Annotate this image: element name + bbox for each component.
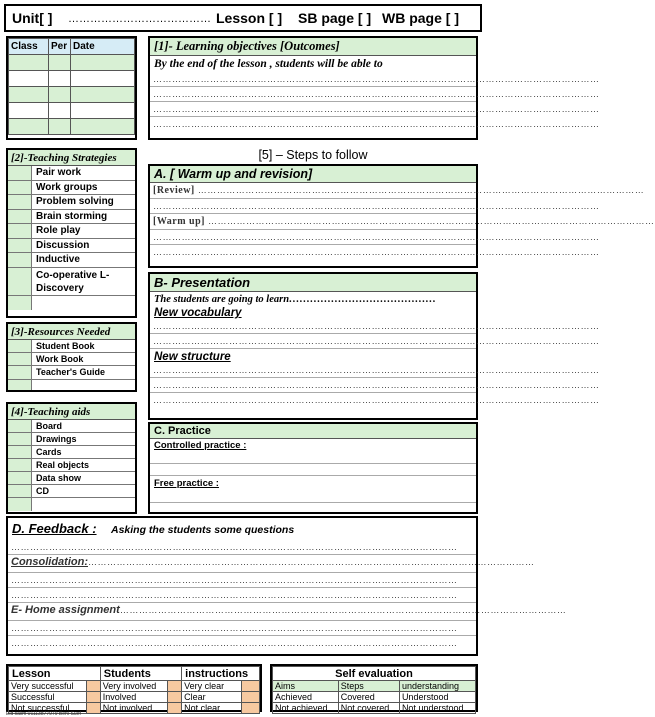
self-eval-cell: Achieved xyxy=(273,692,339,703)
strategy-checkbox[interactable] xyxy=(8,210,32,224)
strategy-checkbox[interactable] xyxy=(8,224,32,238)
strategy-row xyxy=(8,210,135,225)
class-cell[interactable] xyxy=(9,87,49,103)
date-cell[interactable] xyxy=(71,71,135,87)
per-cell[interactable] xyxy=(49,87,71,103)
evaluation-box xyxy=(6,664,262,712)
eval-cell: Not successful xyxy=(9,703,87,714)
home-assignment-line[interactable]: E- Home assignment…………………………………………………………………………………………………………………………… xyxy=(8,603,476,621)
wb-page-label: WB page [ ] xyxy=(382,10,459,26)
aid-label: Real objects xyxy=(36,460,90,470)
strategy-row xyxy=(8,224,135,239)
objectives-title: [1]- Learning objectives [Outcomes] xyxy=(150,38,476,56)
free-practice-label: Free practice : xyxy=(154,478,219,489)
eval-check[interactable] xyxy=(242,703,260,714)
self-eval-cell: Not understood xyxy=(399,703,475,714)
consolidation-line[interactable]: Consolidation:…………………………………………………………………………………………………………………………… xyxy=(8,555,476,573)
warmup-label: [Warm up] xyxy=(153,216,205,227)
aid-row xyxy=(8,420,135,433)
resource-checkbox[interactable] xyxy=(8,353,32,365)
home-assignment-label: E- Home assignment xyxy=(11,604,120,616)
aid-row xyxy=(8,446,135,459)
strategies-box xyxy=(6,148,137,318)
strategy-checkbox[interactable] xyxy=(8,166,32,180)
strategy-row xyxy=(8,253,135,268)
dotted-line[interactable]: …………………………………………………………………………………………………………………………… xyxy=(8,540,476,555)
steps-heading: [5] – Steps to follow xyxy=(258,148,368,162)
aid-row xyxy=(8,459,135,472)
aid-checkbox[interactable] xyxy=(8,498,32,511)
presentation-intro: The students are going to learn…………………………………… xyxy=(154,294,437,305)
eval-cell: Very clear xyxy=(182,681,242,692)
dotted-line[interactable]: …………………………………………………………………………………………………………………………… xyxy=(150,72,476,87)
strategy-row xyxy=(8,296,135,311)
aid-checkbox[interactable] xyxy=(8,446,32,458)
aid-checkbox[interactable] xyxy=(8,433,32,445)
dotted-line[interactable]: …………………………………………………………………………………………………………………………… xyxy=(8,588,476,603)
lesson-label: Lesson [ ] xyxy=(216,10,283,26)
eval-check[interactable] xyxy=(86,681,100,692)
unit-label: Unit[ ] xyxy=(12,10,53,26)
resource-label: Teacher's Guide xyxy=(36,367,105,377)
aid-label: Cards xyxy=(36,447,62,457)
eval-cell: Very involved xyxy=(100,681,167,692)
aids-box xyxy=(6,402,137,514)
self-eval-cell: Not achieved xyxy=(273,703,339,714)
lesson-header: Lesson xyxy=(9,667,101,681)
presentation-box xyxy=(148,272,600,420)
strategy-label: Discovery xyxy=(36,282,84,294)
dotted-line[interactable]: …………………………………………………………………………………………………………………………… xyxy=(150,230,476,245)
class-cell[interactable] xyxy=(9,55,49,71)
warmup-title: A. [ Warm up and revision] xyxy=(150,166,476,183)
self-evaluation-box xyxy=(270,664,478,712)
aid-checkbox[interactable] xyxy=(8,472,32,484)
feedback-box xyxy=(6,516,567,656)
strategy-label: Pair work xyxy=(36,167,82,178)
review-line[interactable]: [Review] …………………………………………………………………………………………………………………………… xyxy=(150,183,476,199)
per-cell[interactable] xyxy=(49,119,71,135)
footer-credit: Eid salim 01113877979 Beni-Suef xyxy=(6,711,81,717)
warmup-box xyxy=(148,164,655,268)
strategy-label: Work groups xyxy=(36,181,98,193)
aid-label: Drawings xyxy=(36,434,77,444)
strategy-checkbox[interactable] xyxy=(8,239,32,253)
strategy-label: Problem solving xyxy=(36,196,114,207)
eval-cell: Successful xyxy=(9,692,87,703)
header-dots: ………………………………… xyxy=(68,13,211,25)
self-eval-cell: Not covered xyxy=(338,703,399,714)
resource-row xyxy=(8,380,135,390)
new-vocabulary-label: New vocabulary xyxy=(154,307,242,319)
resource-label: Work Book xyxy=(36,354,84,364)
per-header: Per xyxy=(49,39,71,55)
dotted-line[interactable]: …………………………………………………………………………………………………………………………… xyxy=(150,102,476,117)
date-cell[interactable] xyxy=(71,87,135,103)
practice-box xyxy=(148,422,478,514)
date-header: Date xyxy=(71,39,135,55)
strategy-checkbox[interactable] xyxy=(8,296,32,311)
strategy-label: Co-operative L- xyxy=(36,269,110,281)
strategy-label: Discussion xyxy=(36,239,90,251)
aids-title: [4]-Teaching aids xyxy=(8,404,135,420)
class-table-box xyxy=(6,36,137,140)
aid-checkbox[interactable] xyxy=(8,459,32,471)
sb-page-label: SB page [ ] xyxy=(298,10,372,26)
per-cell[interactable] xyxy=(49,55,71,71)
class-cell[interactable] xyxy=(9,103,49,119)
aid-checkbox[interactable] xyxy=(8,485,32,497)
warmup-line[interactable]: [Warm up] …………………………………………………………………………………………………………………………… xyxy=(150,214,476,230)
strategy-row xyxy=(8,268,135,296)
strategy-row xyxy=(8,239,135,254)
resource-row xyxy=(8,353,135,366)
aid-label: CD xyxy=(36,486,49,496)
objectives-intro: By the end of the lesson , students will be able to xyxy=(154,58,383,70)
resource-checkbox[interactable] xyxy=(8,340,32,352)
self-evaluation-title: Self evaluation xyxy=(273,667,476,681)
evaluation-table xyxy=(8,666,260,714)
date-cell[interactable] xyxy=(71,55,135,71)
eval-check[interactable] xyxy=(86,703,100,714)
dotted-line[interactable]: …………………………………………………………………………………………………………………………… xyxy=(8,573,476,588)
feedback-header xyxy=(8,518,476,540)
strategy-checkbox[interactable] xyxy=(8,195,32,209)
strategy-row xyxy=(8,181,135,196)
self-eval-header: understanding xyxy=(399,681,475,692)
review-label: [Review] xyxy=(153,185,195,196)
aid-row xyxy=(8,433,135,446)
dotted-line[interactable]: …………………………………………………………………………………………………………………………… xyxy=(8,621,476,636)
self-eval-header: Aims xyxy=(273,681,339,692)
strategy-label: Inductive xyxy=(36,254,80,265)
feedback-title: D. Feedback : xyxy=(12,521,97,536)
class-table xyxy=(8,38,135,135)
aid-label: Data show xyxy=(36,473,82,483)
strategy-row xyxy=(8,195,135,210)
class-cell[interactable] xyxy=(9,119,49,135)
strategy-label: Role play xyxy=(36,225,81,236)
dotted-line[interactable]: …………………………………………………………………………………………………………………………… xyxy=(150,378,476,393)
eval-check[interactable] xyxy=(242,681,260,692)
strategy-checkbox[interactable] xyxy=(8,268,32,295)
aid-row xyxy=(8,472,135,485)
per-cell[interactable] xyxy=(49,103,71,119)
self-eval-header: Steps xyxy=(338,681,399,692)
strategy-checkbox[interactable] xyxy=(8,253,32,267)
strategy-row xyxy=(8,166,135,181)
eval-cell: Not involved xyxy=(100,703,167,714)
dotted-line[interactable] xyxy=(150,464,476,476)
dotted-line[interactable]: …………………………………………………………………………………………………………………………… xyxy=(150,334,476,349)
new-structure-label: New structure xyxy=(154,351,231,363)
page-header xyxy=(4,4,482,32)
eval-check[interactable] xyxy=(168,703,182,714)
dotted-line[interactable]: …………………………………………………………………………………………………………………………… xyxy=(153,119,600,129)
date-cell[interactable] xyxy=(71,119,135,135)
dotted-line[interactable] xyxy=(150,452,476,464)
strategy-checkbox[interactable] xyxy=(8,181,32,195)
dotted-line[interactable] xyxy=(150,491,476,503)
resource-label: Student Book xyxy=(36,341,95,351)
consolidation-label: Consolidation: xyxy=(11,556,88,568)
dotted-line[interactable]: …………………………………………………………………………………………………………………………… xyxy=(150,319,476,334)
class-header: Class xyxy=(9,39,49,55)
strategies-title: [2]-Teaching Strategies xyxy=(8,150,135,166)
controlled-practice-label: Controlled practice : xyxy=(154,440,247,451)
aid-checkbox[interactable] xyxy=(8,420,32,432)
dotted-line[interactable]: …………………………………………………………………………………………………………………………… xyxy=(11,638,458,648)
self-eval-cell: Covered xyxy=(338,692,399,703)
dotted-line[interactable]: …………………………………………………………………………………………………………………………… xyxy=(153,395,600,405)
aid-row xyxy=(8,485,135,498)
eval-check[interactable] xyxy=(242,692,260,703)
resource-row xyxy=(8,366,135,380)
eval-cell: Very successful xyxy=(9,681,87,692)
self-eval-cell: Understood xyxy=(399,692,475,703)
resource-checkbox[interactable] xyxy=(8,380,32,390)
students-header: Students xyxy=(100,667,181,681)
instructions-header: instructions xyxy=(182,667,260,681)
dotted-line[interactable]: …………………………………………………………………………………………………………………………… xyxy=(153,247,600,257)
class-cell[interactable] xyxy=(9,71,49,87)
eval-cell: Clear xyxy=(182,692,242,703)
objectives-box xyxy=(148,36,600,140)
eval-check[interactable] xyxy=(86,692,100,703)
strategy-label: Brain storming xyxy=(36,210,108,222)
eval-check[interactable] xyxy=(168,692,182,703)
date-cell[interactable] xyxy=(71,103,135,119)
practice-title: C. Practice xyxy=(150,424,476,439)
aid-row xyxy=(8,498,135,511)
self-evaluation-table xyxy=(272,666,476,714)
resources-box xyxy=(6,322,137,392)
eval-cell: Not clear xyxy=(182,703,242,714)
presentation-title: B- Presentation xyxy=(150,274,476,292)
eval-cell: Involved xyxy=(100,692,167,703)
dotted-line[interactable]: …………………………………………………………………………………………………………………………… xyxy=(150,87,476,102)
aid-label: Board xyxy=(36,421,63,431)
eval-check[interactable] xyxy=(168,681,182,692)
per-cell[interactable] xyxy=(49,71,71,87)
feedback-note: Asking the students some questions xyxy=(110,524,295,536)
dotted-line[interactable]: …………………………………………………………………………………………………………………………… xyxy=(150,199,476,214)
resource-row xyxy=(8,340,135,353)
dotted-line[interactable]: …………………………………………………………………………………………………………………………… xyxy=(150,363,476,378)
resource-checkbox[interactable] xyxy=(8,366,32,379)
resources-title: [3]-Resources Needed xyxy=(8,324,135,340)
